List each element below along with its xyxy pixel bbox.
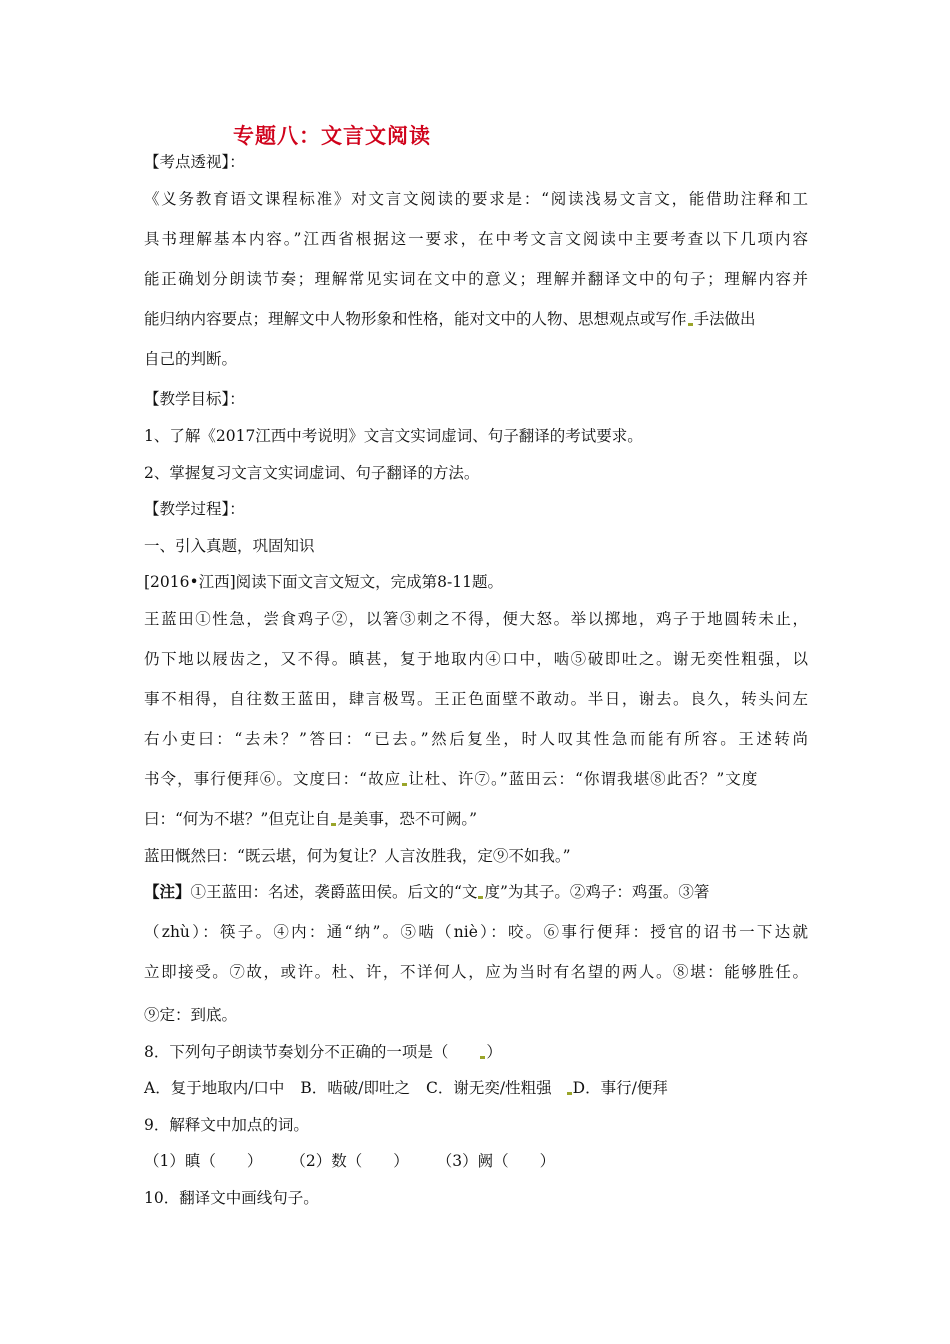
paragraph-line: 自己的判断。 xyxy=(144,350,238,368)
passage-line: 事不相得，自往数王蓝田，肆言极骂。王正色面壁不敢动。半日，谢去。良久，转头问左 xyxy=(144,690,808,708)
passage-line: 蓝田慨然曰：“既云堪，何为复让？人言汝胜我，定⑨不如我。” xyxy=(144,847,571,865)
option-b: B．啮破/即吐之 xyxy=(300,1079,411,1097)
section-heading-process: 【教学过程】： xyxy=(144,500,245,518)
notes-line: （zhù）：筷子。④内：通“纳”。⑤啮（niè）：咬。⑥事行便拜：授官的诏书一下达就 xyxy=(144,923,808,941)
passage-line: 王蓝田①性急，尝食鸡子②，以箸③刺之不得，便大怒。举以掷地，鸡子于地圆转未止， xyxy=(144,610,808,628)
question-10: 10．翻译文中画线句子。 xyxy=(144,1189,319,1207)
edit-mark-icon xyxy=(402,783,407,786)
edit-mark-icon xyxy=(688,323,693,326)
notes-line: ⑨定：到底。 xyxy=(144,1006,238,1024)
q9-item-3: （3）阙（ ） xyxy=(436,1152,556,1170)
section-heading-exam-focus: 【考点透视】： xyxy=(144,153,245,171)
q9-item-2: （2）数（ ） xyxy=(290,1152,409,1170)
edit-mark-icon xyxy=(478,896,483,899)
edit-mark-icon xyxy=(480,1056,485,1059)
passage-line: 书令，事行便拜⑥。文度曰：“故应 让杜、许⑦。”蓝田云：“你谓我堪⑧此否？”文度 xyxy=(144,770,759,788)
passage-line: 右小吏曰：“去未？”答曰：“已去。”然后复坐，时人叹其性急而能有所容。王述转尚 xyxy=(144,730,808,748)
edit-mark-icon xyxy=(331,823,336,826)
q9-item-1: （1）瞋（ ） xyxy=(144,1152,263,1170)
goal-item: 1、了解《2017江西中考说明》文言文实词虚词、句子翻译的考试要求。 xyxy=(144,427,643,445)
option-c: C．谢无奕/性粗强 xyxy=(426,1079,552,1097)
goal-item: 2、掌握复习文言文实词虚词、句子翻译的方法。 xyxy=(144,464,480,482)
passage-line: 曰：“何为不堪？”但克让自 是美事，恐不可阙。” xyxy=(144,810,478,828)
edit-mark-icon xyxy=(567,1092,572,1095)
paragraph-line: 能正确划分朗读节奏；理解常见实词在文中的意义；理解并翻译文中的句子；理解内容并 xyxy=(144,270,808,288)
question-8: 8．下列句子朗读节奏划分不正确的一项是（ ） xyxy=(144,1043,502,1061)
option-a: A．复于地取内/口中 xyxy=(144,1079,285,1097)
option-d: D．事行/便拜 xyxy=(572,1079,668,1097)
paragraph-line: 《义务教育语文课程标准》对文言文阅读的要求是：“阅读浅易文言文，能借助注释和工 xyxy=(144,190,808,208)
question-9-items xyxy=(144,1151,808,1171)
paragraph-line: 具书理解基本内容。”江西省根据这一要求，在中考文言文阅读中主要考查以下几项内容 xyxy=(144,230,808,248)
notes-line: 【注】①王蓝田：名述，袭爵蓝田侯。后文的“文 度”为其子。②鸡子：鸡蛋。③箸 xyxy=(144,882,710,901)
section-heading-goals: 【教学目标】： xyxy=(144,390,245,408)
notes-line: 立即接受。⑦故，或许。杜、许，不详何人，应为当时有名望的两人。⑧堪：能够胜任。 xyxy=(144,963,808,981)
paragraph-line: 能归纳内容要点；理解文中人物形象和性格，能对文中的人物、思想观点或写作 手法做出 xyxy=(144,310,756,328)
passage-line: 仍下地以屐齿之，又不得。瞋甚，复于地取内④口中，啮⑤破即吐之。谢无奕性粗强，以 xyxy=(144,650,808,668)
question-9: 9．解释文中加点的词。 xyxy=(144,1116,309,1134)
page-title: 专题八：文言文阅读 xyxy=(233,124,431,148)
part-heading: 一、引入真题，巩固知识 xyxy=(144,537,315,555)
exam-intro: [2016•江西]阅读下面文言文短文，完成第8-11题。 xyxy=(144,573,504,591)
question-8-options xyxy=(144,1078,808,1098)
